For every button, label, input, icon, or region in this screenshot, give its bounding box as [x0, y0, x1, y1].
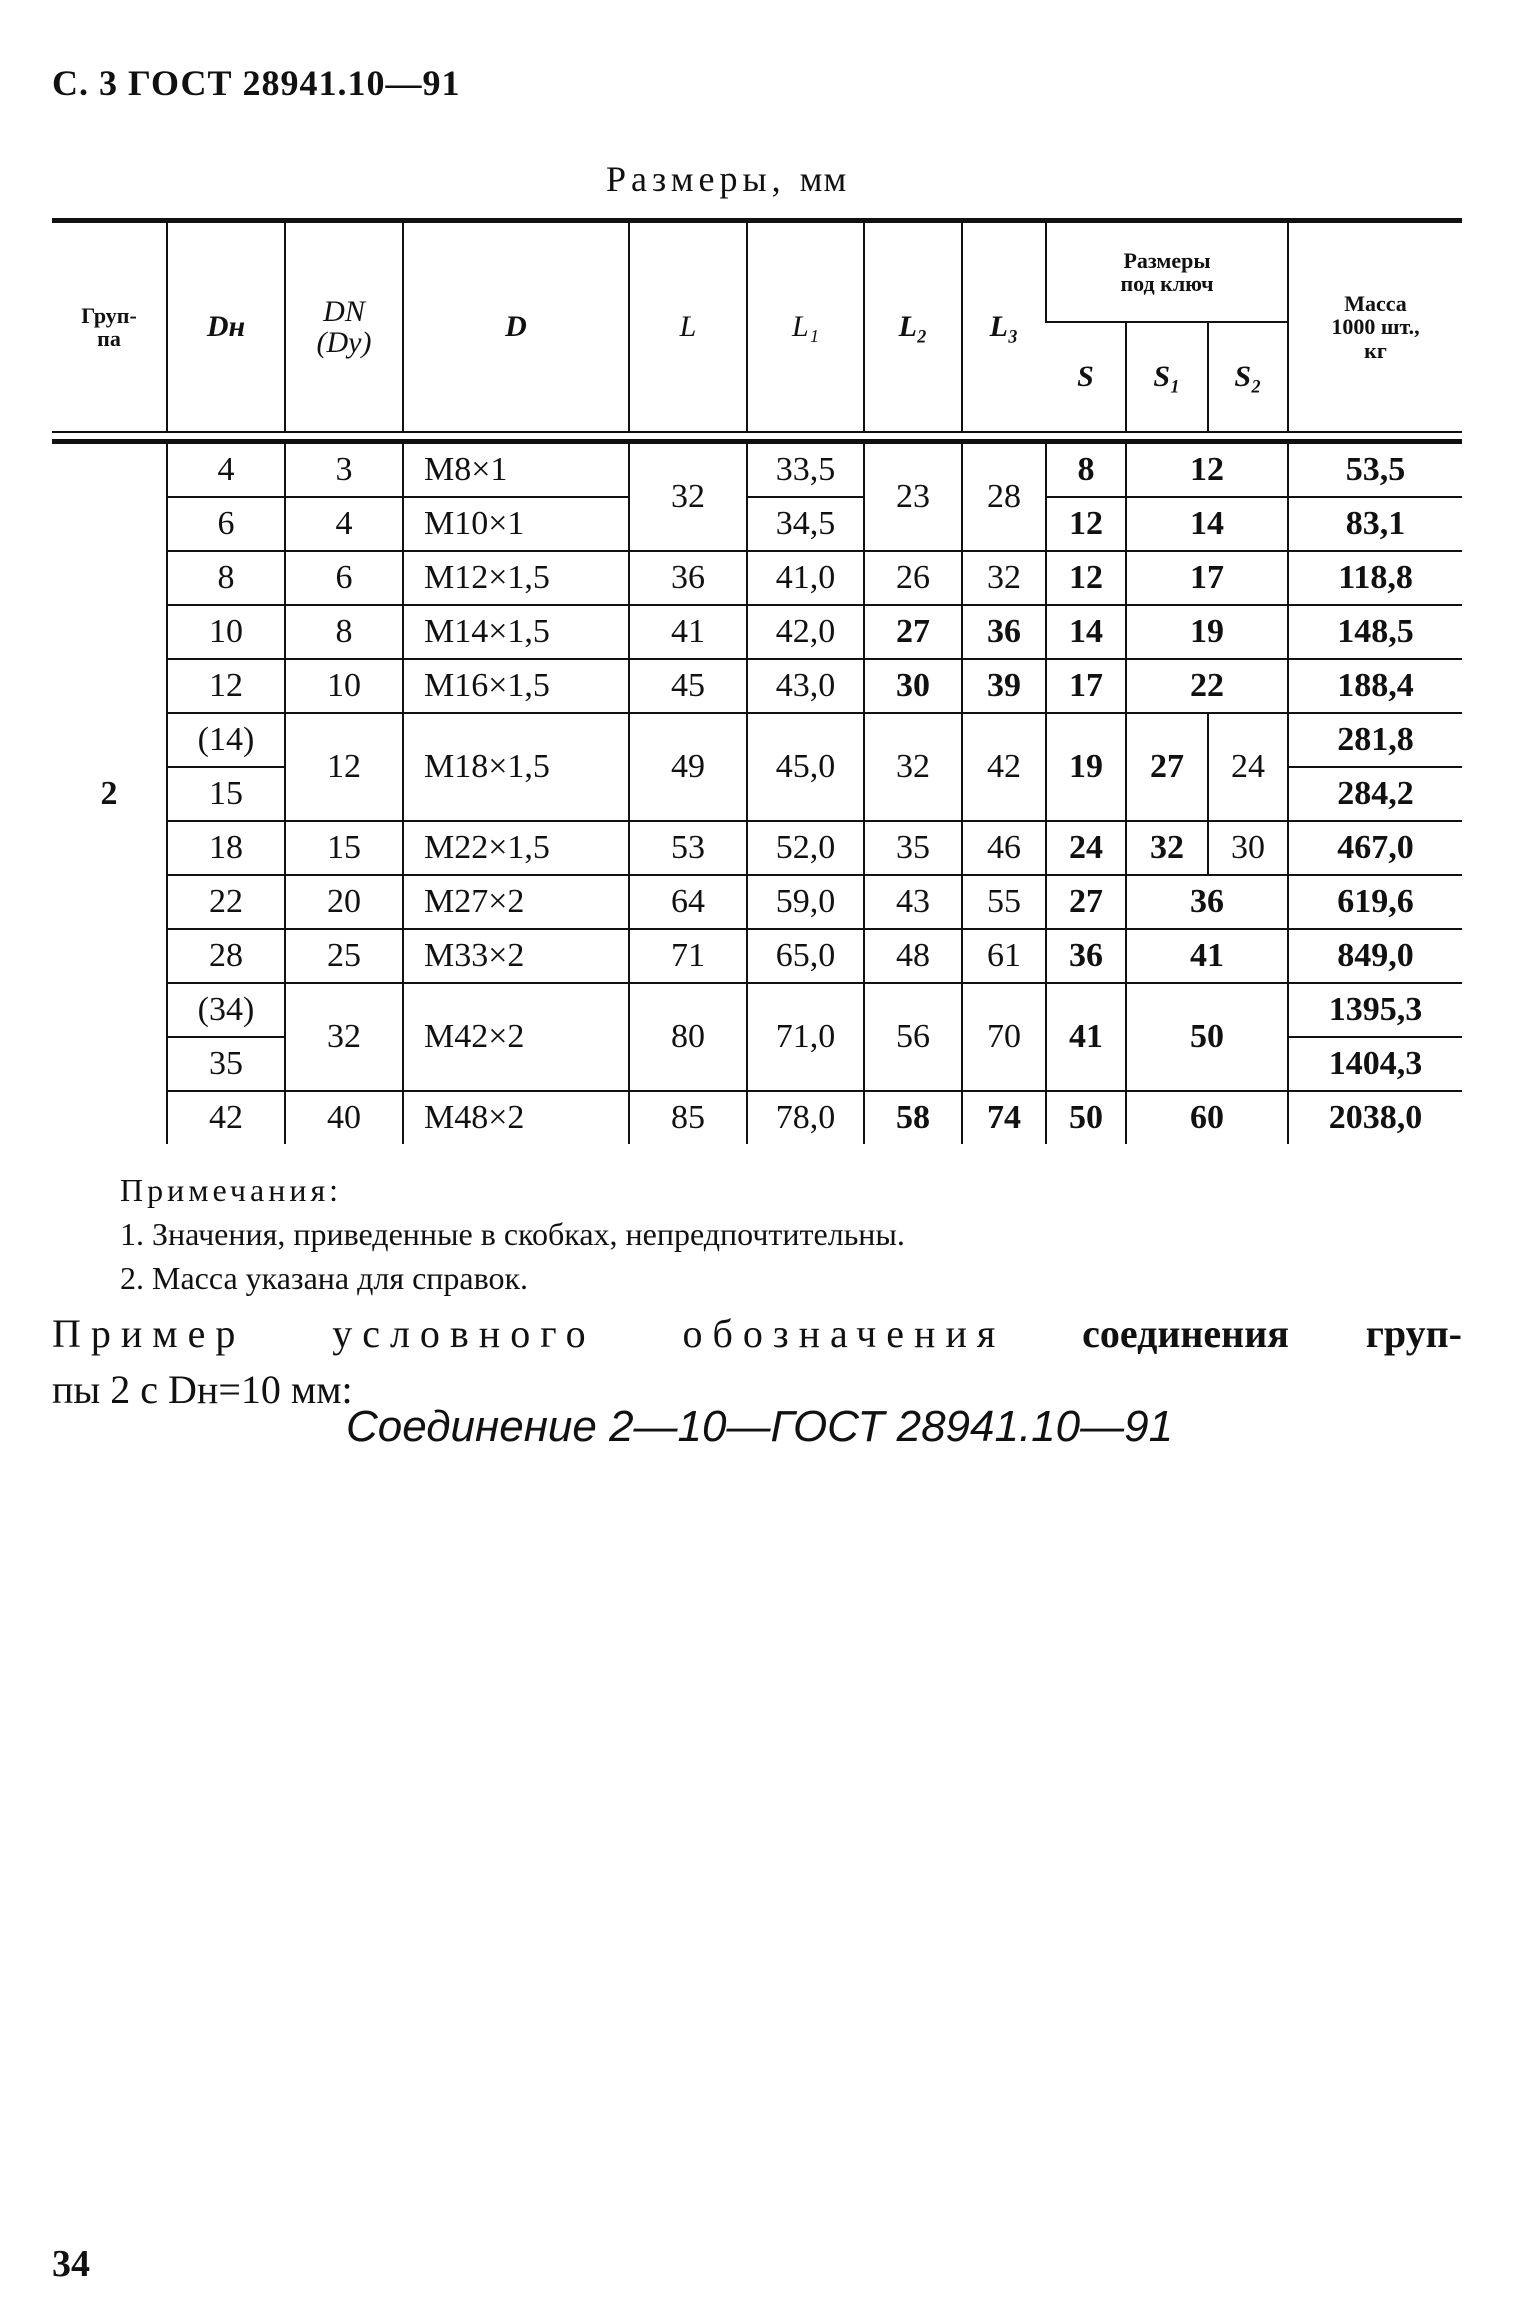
- col-l1-header: L₁: [747, 221, 864, 433]
- cell-s: 19: [1046, 713, 1126, 821]
- cell-s1-s2: 17: [1126, 551, 1288, 605]
- designation-text: Соединение 2—10—ГОСТ 28941.10—91: [346, 1402, 1174, 1451]
- cell-s: 41: [1046, 983, 1126, 1091]
- cell-dy: 10: [285, 659, 403, 713]
- cell-dn: 42: [167, 1091, 285, 1144]
- cell-l3: 70: [962, 983, 1046, 1091]
- cell-dy: 20: [285, 875, 403, 929]
- cell-mass: 188,4: [1288, 659, 1462, 713]
- cell-d: M42×2: [403, 983, 629, 1091]
- cell-dn: 10: [167, 605, 285, 659]
- cell-l2: 30: [864, 659, 962, 713]
- units-caption: [606, 158, 847, 200]
- cell-dn: 18: [167, 821, 285, 875]
- cell-s1-s2: 41: [1126, 929, 1288, 983]
- cell-mass: 118,8: [1288, 551, 1462, 605]
- cell-mass: 83,1: [1288, 497, 1462, 551]
- cell-l2: 27: [864, 605, 962, 659]
- table-row: [52, 551, 1462, 605]
- cell-l1: 71,0: [747, 983, 864, 1091]
- cell-l3: 32: [962, 551, 1046, 605]
- col-d-header: D: [403, 221, 629, 433]
- cell-dn: 22: [167, 875, 285, 929]
- cell-s: 8: [1046, 442, 1126, 498]
- note-item: 2. Масса указана для справок.: [120, 1260, 529, 1296]
- cell-mass: 53,5: [1288, 442, 1462, 498]
- col-l3-header: L₃: [962, 221, 1046, 433]
- cell-mass: 1404,3: [1288, 1037, 1462, 1091]
- cell-s: 36: [1046, 929, 1126, 983]
- cell-l: 45: [629, 659, 747, 713]
- cell-d: M33×2: [403, 929, 629, 983]
- cell-dy: 4: [285, 497, 403, 551]
- cell-d: M18×1,5: [403, 713, 629, 821]
- cell-l2: 32: [864, 713, 962, 821]
- cell-mass: 467,0: [1288, 821, 1462, 875]
- cell-s: 50: [1046, 1091, 1126, 1144]
- cell-l3: 61: [962, 929, 1046, 983]
- cell-l2: 56: [864, 983, 962, 1091]
- cell-l: 85: [629, 1091, 747, 1144]
- cell-l1: 45,0: [747, 713, 864, 821]
- cell-l: 64: [629, 875, 747, 929]
- cell-dy: 6: [285, 551, 403, 605]
- cell-mass: 2038,0: [1288, 1091, 1462, 1144]
- cell-dy: 32: [285, 983, 403, 1091]
- cell-d: M12×1,5: [403, 551, 629, 605]
- cell-l2: 58: [864, 1091, 962, 1144]
- col-dy-header-bottom: (Dу): [316, 326, 372, 359]
- cell-dy: 3: [285, 442, 403, 498]
- cell-d: M48×2: [403, 1091, 629, 1144]
- cell-dn: 28: [167, 929, 285, 983]
- notes-title: Примечания:: [120, 1172, 343, 1208]
- note-item: 1. Значения, приведенные в скобках, непредпочтительны.: [120, 1216, 905, 1252]
- example-line-1: [52, 1306, 1462, 1362]
- cell-dn: 12: [167, 659, 285, 713]
- cell-s1-s2: 36: [1126, 875, 1288, 929]
- cell-d: M14×1,5: [403, 605, 629, 659]
- cell-mass: 148,5: [1288, 605, 1462, 659]
- cell-s1-s2: 50: [1126, 983, 1288, 1091]
- cell-l2: 48: [864, 929, 962, 983]
- cell-l3: 39: [962, 659, 1046, 713]
- cell-d: M16×1,5: [403, 659, 629, 713]
- cell-dn: 4: [167, 442, 285, 498]
- cell-l3: 55: [962, 875, 1046, 929]
- col-group-header: Груп- па: [52, 221, 167, 433]
- cell-s1: 27: [1126, 713, 1208, 821]
- cell-l1: 52,0: [747, 821, 864, 875]
- cell-dn: 6: [167, 497, 285, 551]
- page-header: С. 3 ГОСТ 28941.10—91: [52, 63, 461, 103]
- cell-l2: 43: [864, 875, 962, 929]
- col-l-header: L: [629, 221, 747, 433]
- table-row: [52, 497, 1462, 551]
- col-dy-header-top: DN: [323, 294, 365, 328]
- cell-l: 36: [629, 551, 747, 605]
- table-row: [52, 821, 1462, 875]
- table-row: [52, 1091, 1462, 1144]
- col-dy-header: [285, 221, 403, 433]
- cell-s1-s2: 19: [1126, 605, 1288, 659]
- cell-dy: 25: [285, 929, 403, 983]
- dimensions-table: [52, 218, 1462, 1144]
- cell-dy: 15: [285, 821, 403, 875]
- cell-d: M22×1,5: [403, 821, 629, 875]
- cell-s1-s2: 60: [1126, 1091, 1288, 1144]
- cell-l2: 35: [864, 821, 962, 875]
- cell-s: 17: [1046, 659, 1126, 713]
- cell-l3: 28: [962, 442, 1046, 552]
- cell-dn: 8: [167, 551, 285, 605]
- cell-dy: 40: [285, 1091, 403, 1144]
- col-s-header: S: [1046, 322, 1126, 432]
- cell-s1-s2: 12: [1126, 442, 1288, 498]
- cell-l1: 59,0: [747, 875, 864, 929]
- table-row: [52, 983, 1462, 1037]
- cell-dn: 35: [167, 1037, 285, 1091]
- cell-s2: 30: [1208, 821, 1288, 875]
- cell-l: 41: [629, 605, 747, 659]
- cell-mass: 281,8: [1288, 713, 1462, 767]
- cell-mass: 619,6: [1288, 875, 1462, 929]
- group-cell: 2: [100, 775, 118, 812]
- cell-s1: 32: [1126, 821, 1208, 875]
- cell-l1: 78,0: [747, 1091, 864, 1144]
- cell-l2: 26: [864, 551, 962, 605]
- col-wrench-group-header: Размеры под ключ: [1046, 221, 1288, 323]
- cell-l1: 65,0: [747, 929, 864, 983]
- col-mass-header: Масса 1000 шт., кг: [1288, 221, 1462, 433]
- cell-l1: 33,5: [747, 442, 864, 498]
- cell-l: 71: [629, 929, 747, 983]
- cell-l3: 46: [962, 821, 1046, 875]
- cell-l: 49: [629, 713, 747, 821]
- cell-l3: 36: [962, 605, 1046, 659]
- cell-d: M8×1: [403, 442, 629, 498]
- cell-dn: 15: [167, 767, 285, 821]
- cell-d: M10×1: [403, 497, 629, 551]
- col-l2-header: L₂: [864, 221, 962, 433]
- cell-mass: 284,2: [1288, 767, 1462, 821]
- cell-s: 12: [1046, 497, 1126, 551]
- cell-dy: 12: [285, 713, 403, 821]
- cell-l: 80: [629, 983, 747, 1091]
- cell-l3: 42: [962, 713, 1046, 821]
- cell-dn: (14): [167, 713, 285, 767]
- cell-dy: 8: [285, 605, 403, 659]
- cell-s1-s2: 22: [1126, 659, 1288, 713]
- table-row: [52, 605, 1462, 659]
- table-row: [52, 929, 1462, 983]
- table-row: [52, 875, 1462, 929]
- cell-l1: 34,5: [747, 497, 864, 551]
- cell-s: 24: [1046, 821, 1126, 875]
- cell-l3: 74: [962, 1091, 1046, 1144]
- example-intro: Пример условного обозначения: [52, 1311, 1006, 1356]
- cell-l1: 41,0: [747, 551, 864, 605]
- cell-s: 14: [1046, 605, 1126, 659]
- cell-mass: 849,0: [1288, 929, 1462, 983]
- units-mm: мм: [799, 159, 848, 199]
- cell-s2: 24: [1208, 713, 1288, 821]
- example-line-2: пы 2 с Dн=10 мм:: [52, 1367, 353, 1412]
- cell-s: 27: [1046, 875, 1126, 929]
- notes: [120, 1168, 905, 1300]
- cell-s1-s2: 14: [1126, 497, 1288, 551]
- table-row: [52, 713, 1462, 767]
- table-row: [52, 659, 1462, 713]
- example-intro-bold: соединения груп-: [1082, 1311, 1462, 1356]
- col-s2-header: S₂: [1208, 322, 1288, 432]
- cell-l: 53: [629, 821, 747, 875]
- cell-s: 12: [1046, 551, 1126, 605]
- cell-l: 32: [629, 442, 747, 552]
- page-number: 34: [52, 2243, 90, 2285]
- col-s1-header: S₁: [1126, 322, 1208, 432]
- cell-l1: 43,0: [747, 659, 864, 713]
- cell-l1: 42,0: [747, 605, 864, 659]
- cell-dn: (34): [167, 983, 285, 1037]
- units-label: Размеры,: [606, 159, 786, 199]
- cell-l2: 23: [864, 442, 962, 552]
- table-row: [52, 442, 1462, 498]
- col-dn-header: Dн: [167, 221, 285, 433]
- cell-d: M27×2: [403, 875, 629, 929]
- cell-mass: 1395,3: [1288, 983, 1462, 1037]
